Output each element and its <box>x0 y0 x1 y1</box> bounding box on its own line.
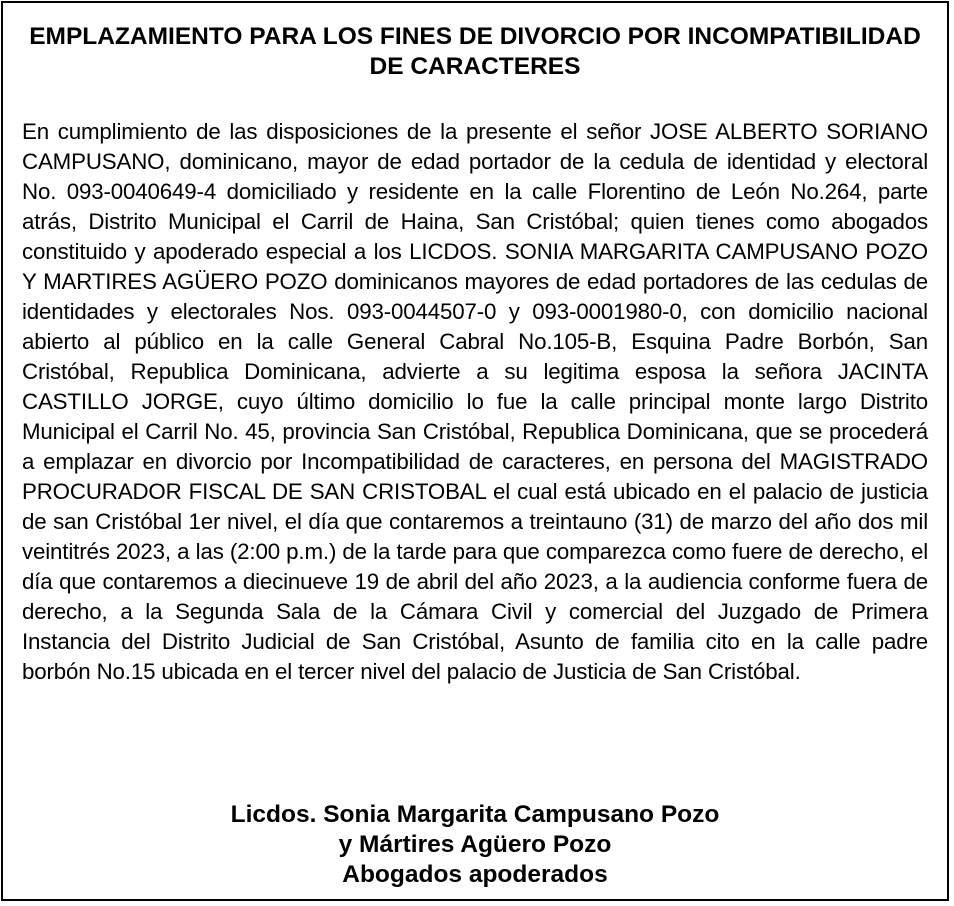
notice-title: EMPLAZAMIENTO PARA LOS FINES DE DIVORCIO POR INCOMPATIBILIDAD DE CARACTERES <box>29 23 921 80</box>
signature-line-role: Abogados apoderados <box>342 861 608 888</box>
signature-line-names: Licdos. Sonia Margarita Campusano Pozo <box>230 801 720 828</box>
signature-block <box>23 800 927 890</box>
signature-line-names-cont: y Mártires Agüero Pozo <box>338 831 612 858</box>
legal-notice <box>1 1 949 901</box>
notice-body: En cumplimiento de las disposiciones de la presente el señor JOSE ALBERTO SORIANO CAMPUSANO, dominicano, mayor de edad portador de la cedula de identidad y electoral No. 093-0040649-4 domiciliado y residente en la calle Florentino de León No.264, parte atrás, Distrito Municipal el Carril de Haina, San Cristóbal; quien tienes como abogados constituido y apoderado especial a los LICDOS. SONIA MARGARITA CAMPUSANO POZO Y MARTIRES AGÜERO POZO dominicanos mayores de edad portadores de las cedulas de identidades y electorales Nos. 093-0044507-0 y 093-0001980-0, con domicilio nacional abierto al público en la calle General Cabral No.105-B, Esquina Padre Borbón, San Cristóbal, Republica Dominicana, advierte a su legitima esposa la señora JACINTA CASTILLO JORGE, cuyo último domicilio lo fue la calle principal monte largo Distrito Municipal el Carril No. 45, provincia San Cristóbal, Republica Dominicana, que se procederá a emplazar en divorcio por Incompatibilidad de caracteres, en persona del MAGISTRADO PROCURADOR FISCAL DE SAN CRISTOBAL el cual está ubicado en el palacio de justicia de san Cristóbal 1er nivel, el día que contaremos a treintauno (31) de marzo del año dos mil veintitrés 2023, a las (2:00 p.m.) de la tarde para que comparezca como fuere de derecho, el día que contaremos a diecinueve 19 de abril del año 2023, a la audiencia conforme fuera de derecho, a la Segunda Sala de la Cámara Civil y comercial del Juzgado de Primera Instancia del Distrito Judicial de San Cristóbal, Asunto de familia cito en la calle padre borbón No.15 ubicada en el tercer nivel del palacio de Justicia de San Cristóbal. <box>22 119 928 684</box>
